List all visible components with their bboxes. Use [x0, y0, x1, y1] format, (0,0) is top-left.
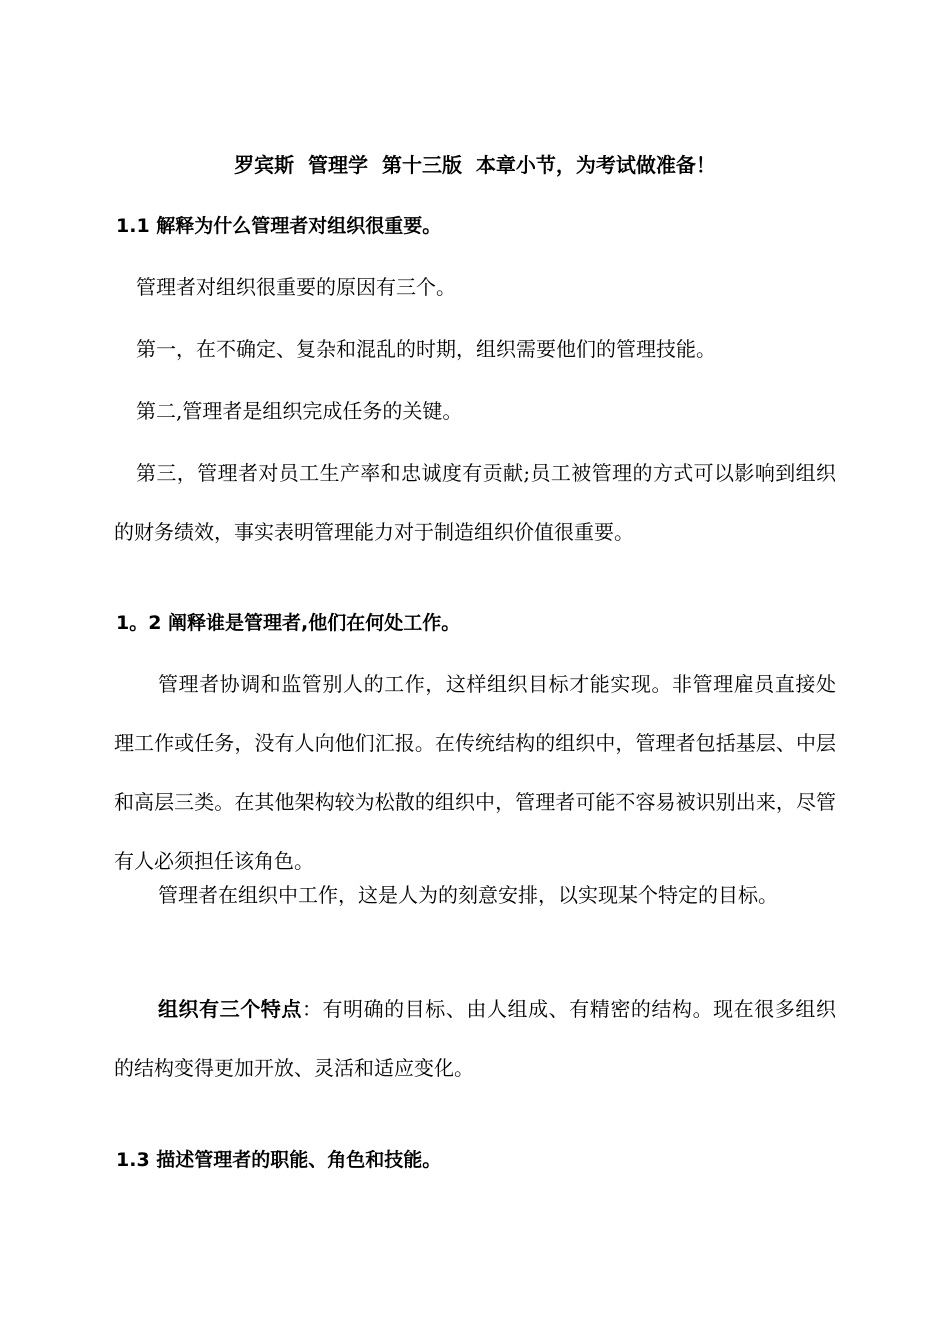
- section-heading-1-3: 1.3 描述管理者的职能、角色和技能。: [116, 1149, 442, 1171]
- paragraph-1-1-first: 第一，在不确定、复杂和混乱的时期，组织需要他们的管理技能。: [136, 337, 716, 361]
- paragraph-1-1-second: 第二,管理者是组织完成任务的关键。: [136, 399, 463, 423]
- paragraph-1-2-workplace: 管理者在组织中工作，这是人为的刻意安排，以实现某个特定的目标。: [158, 883, 778, 907]
- section-heading-1-2: 1。2 阐释谁是管理者,他们在何处工作。: [116, 612, 461, 634]
- section-heading-1-1: 1.1 解释为什么管理者对组织很重要。: [116, 215, 442, 237]
- paragraph-1-1-intro: 管理者对组织很重要的原因有三个。: [136, 275, 456, 299]
- paragraph-1-2-managers: 管理者协调和监管别人的工作，这样组织目标才能实现。非管理雇员直接处理工作或任务，没有人向他们汇报。在传统结构的组织中，管理者包括基层、中层和高层三类。在其他架构较为松散的组织中，管理者可能不容易被识别出来，尽管有人必须担任该角色。: [114, 672, 836, 873]
- paragraph-1-1-third: 第三，管理者对员工生产率和忠诚度有贡献;员工被管理的方式可以影响到组织的财务绩效，事实表明管理能力对于制造组织价值很重要。: [114, 461, 836, 544]
- document-title: 罗宾斯 管理学 第十三版 本章小节，为考试做准备！: [234, 153, 716, 177]
- organization-traits-lead: 组织有三个特点: [158, 997, 302, 1021]
- organization-traits-text: ：有明确的目标、由人组成、有精密的结构。现在很多组织的结构变得更加开放、灵活和适应变化。: [114, 997, 836, 1080]
- paragraph-1-2-organization-traits: [114, 980, 836, 1098]
